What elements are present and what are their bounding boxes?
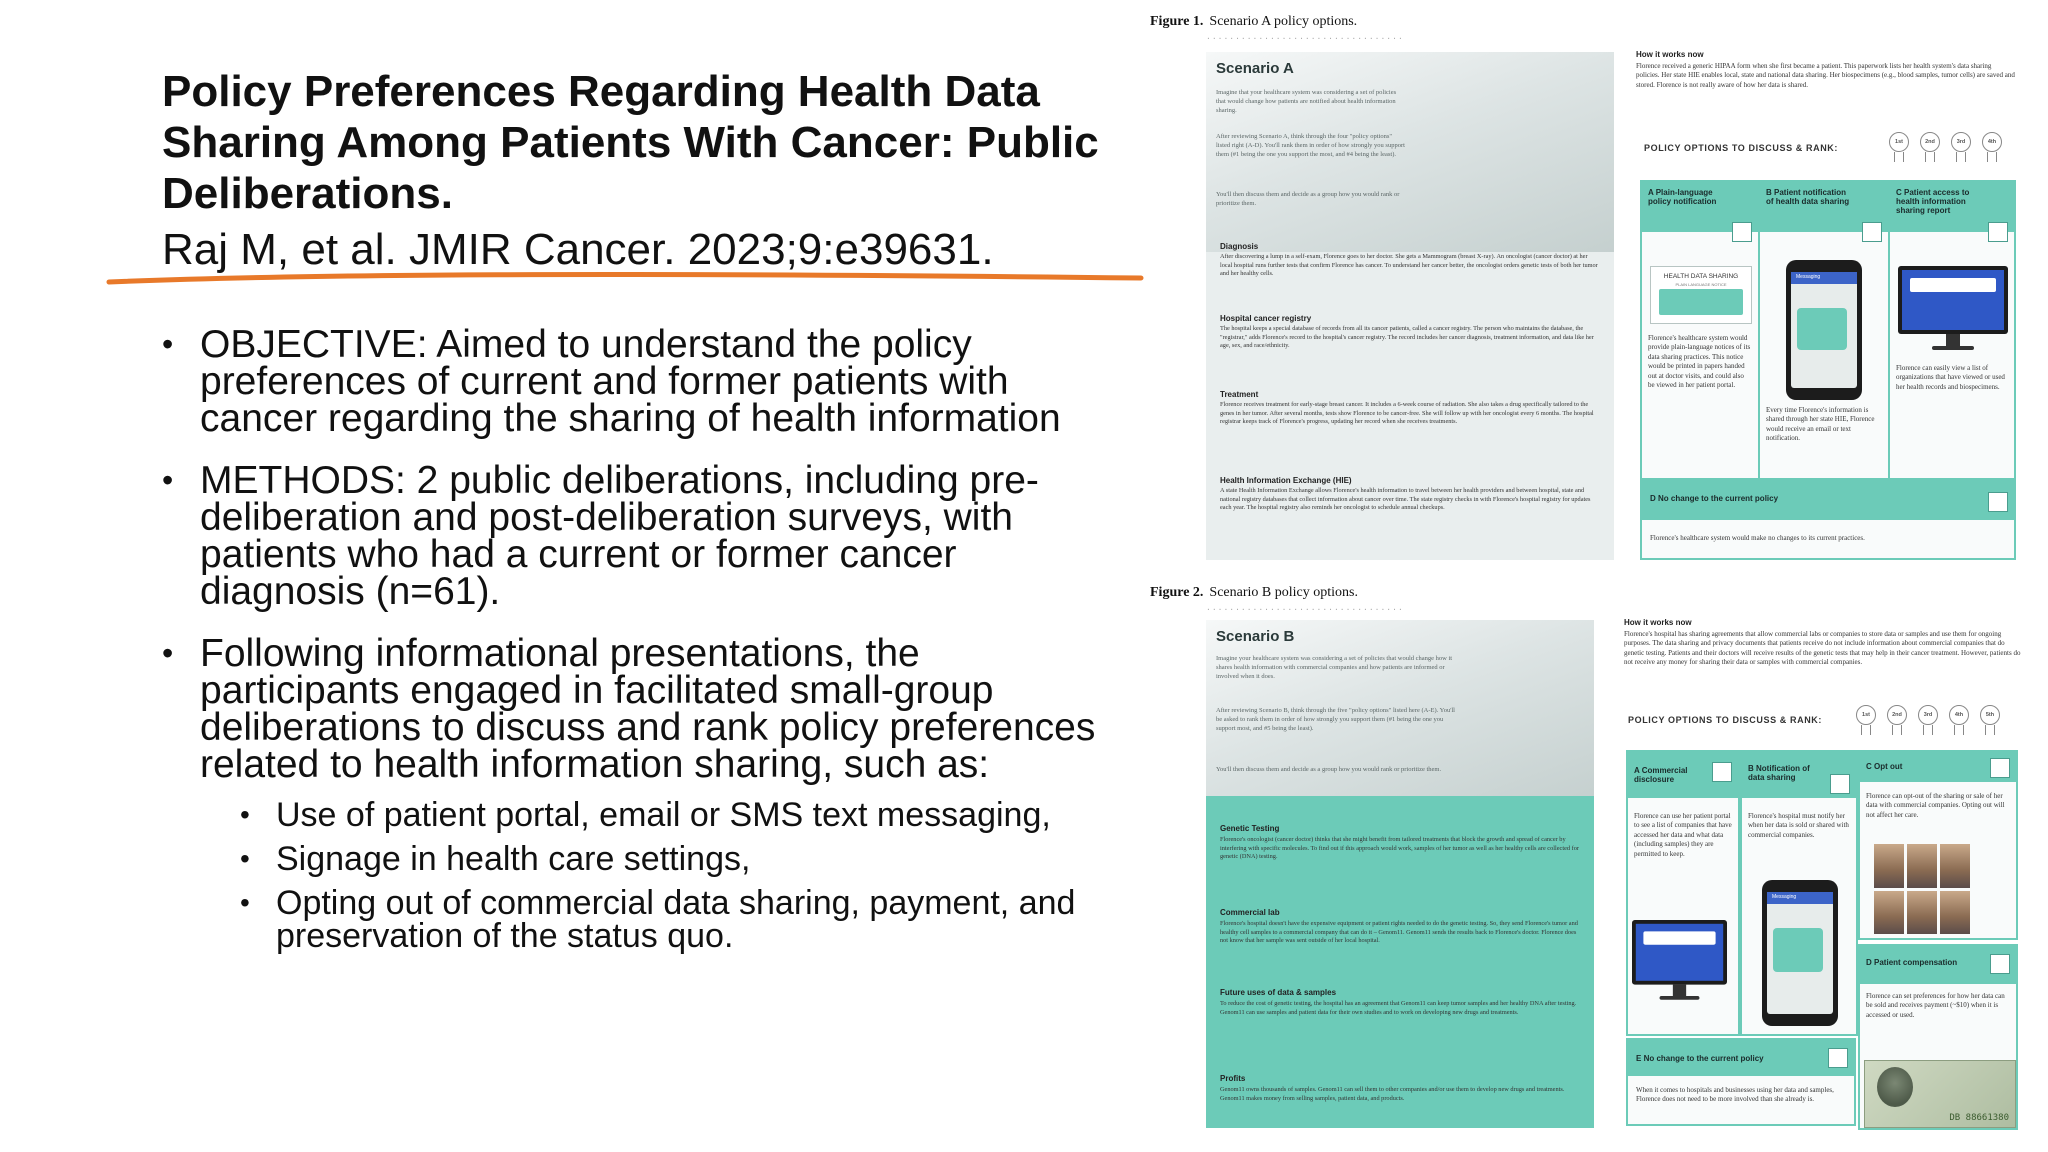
monitor-illustration-b [1632,920,1737,1006]
section-head-treatment: Treatment [1220,390,1259,399]
bullet-deliberations-text: Following informational presentations, the participants engaged in facilitated small-group deliberations to discuss and rank policy preferences related to health information sharing, such as: [200,632,1096,786]
money-serial: DB 88661380 [1949,1113,2009,1123]
option-d-body: Florence's healthcare system would make no changes to its current practices. [1650,534,1865,542]
option-card-b-b [1740,750,1858,1036]
bullet-list [158,323,1118,978]
rank-badge-b3: 3rd [1918,705,1938,725]
section-body-commercial-lab: Florence's hospital doesn't have the expensive equipment or patient rights needed to do the genetic testing. So, they send Florence's tumor and healthy cell samples to a commercial company that can do it – Genom11. Genom11 sends the results back to Florence's doctor. Florence does not know that her sample was sent outside of her local hospital. [1220,920,1578,945]
scenario-b-intro-3: You'll then discuss them and decide as a group how you would rank or prioritize them. [1216,766,1442,773]
rank-badge-3: 3rd [1951,132,1971,152]
plain-language-notice [1650,266,1752,324]
accent-underline [105,268,1145,292]
monitor-illustration [1898,266,2008,356]
option-b-e-title: E No change to the current policy [1636,1054,1764,1063]
option-b-a-body: Florence can use her patient portal to see a list of companies that have accessed her data and what data (including samples) they are permitted to keep. [1634,812,1732,858]
section-body-diagnosis: After discovering a lump in a self-exam, Florence goes to her doctor. She gets a Mammogram (breast X-ray). An oncologist (cancer doctor) at her local hospital runs further tests that confirm Florence has cancer. To understand her cancer better, the oncologist orders genetic tests of both her tumor and her healthy cells. [1220,253,1598,278]
option-card-a [1640,180,1760,480]
option-card-c [1888,180,2016,480]
figure2-dots: ·································· [1206,605,1404,614]
phone-illustration [1786,260,1862,400]
option-a-rank-box[interactable] [1732,222,1752,242]
sub-bullet-portal: • Use of patient portal, email or SMS text messaging, [200,799,1118,832]
section-body-profits: Genom11 owns thousands of samples. Genom11 can sell them to other companies and/or use them to develop new drugs and treatments. Genom11 makes money from selling samples, patient data, and products. [1220,1086,1565,1102]
figure1-label: Figure 1. [1150,14,1204,29]
option-b-d-rank-box[interactable] [1990,954,2010,974]
option-b-rank-box[interactable] [1862,222,1882,242]
scenario-b-panel [1206,620,1594,1128]
figure2-how-head: How it works now [1624,618,1692,627]
scenario-a-intro-2: After reviewing Scenario A, think through the four "policy options" listed right (A-D). You'll rank them in order of how strongly you support them (#1 being the one you support the most, and #4 being the least). [1216,133,1405,158]
figure2-how-body: Florence's hospital has sharing agreements that allow commercial labs or companies to store data or samples and use them for ongoing purposes. The data sharing and privacy documents that patients receive do not include information about commercial companies that do genetic testing. Patients and their doctors will receive results of the genetic tests that may help in their cancer treatment. However, patients do not receive any money for sharing their data or samples with commercial companies. [1624,630,2021,667]
option-card-b-a [1626,750,1740,1036]
section-body-hie: A state Health Information Exchange allows Florence's health information to travel between her health providers and between hospital, state and national registry databases that collect information about cancer over time. The state registry checks in with Florence's hospital registry for updates each year. The hospital registry also reminds her oncologist to schedule annual checkups. [1220,487,1591,512]
scenario-a-intro-3: You'll then discuss them and decide as a group how you would rank or prioritize them. [1216,191,1400,207]
option-b-b-rank-box[interactable] [1830,774,1850,794]
rank-badge-b1: 1st [1856,705,1876,725]
notice-subtitle: PLAIN LANGUAGE NOTICE [1675,282,1727,287]
section-head-commercial-lab: Commercial lab [1220,908,1280,917]
figure1-caption-text: Scenario A policy options. [1209,14,1358,29]
scenario-b-intro-2: After reviewing Scenario B, think through the five "policy options" listed here (A-E). You'll be asked to rank them in order of how strongly you support them (#1 being the one you support most, and #5 being the least). [1216,707,1455,732]
rank-badge-b5: 5th [1980,705,2000,725]
section-head-diagnosis: Diagnosis [1220,242,1259,251]
section-head-registry: Hospital cancer registry [1220,314,1312,323]
phone-illustration-b [1762,880,1838,1026]
section-head-future-uses: Future uses of data & samples [1220,988,1337,997]
citation: Raj M, et al. JMIR Cancer. 2023;9:e39631. [162,225,994,274]
rank-badge-b4: 4th [1949,705,1969,725]
option-b-c-title: C Opt out [1866,762,1903,771]
section-body-treatment: Florence receives treatment for early-stage breast cancer. It includes a 6-week course of radiation. She also takes a drug specifically tailored to the genes in her tumor. After several months, tests show Florence to be cancer-free. She will follow up with her oncologist every 6 months. The hospital registrar keeps track of Florence's progress, updating her record when she receives treatments. [1220,401,1594,426]
option-card-d [1640,480,2016,560]
option-b-b-body: Florence's hospital must notify her when her data is sold or shared with commercial companies. [1748,812,1849,839]
option-b-c-body: Florence can opt-out of the sharing or sale of her data with commercial companies. Opting out will not affect her care. [1866,792,2005,819]
phone-messaging-label: Messaging [1796,274,1821,280]
figure1-how-body: Florence received a generic HIPAA form when she first became a patient. This paperwork lists her health system's data sharing policies. Her state HIE enables local, state and national data sharing. Her biospecimens (e.g., blood samples, tumor cells) are saved and stored. Florence is not really aware of how her data is shared. [1636,62,2015,89]
slide-title: Policy Preferences Regarding Health Data Sharing Among Patients With Cancer: Public Deliberations. [162,67,1099,218]
option-b-c-rank-box[interactable] [1990,758,2010,778]
section-head-genetic: Genetic Testing [1220,824,1280,833]
option-c-rank-box[interactable] [1988,222,2008,242]
faces-grid-illustration [1874,844,1970,934]
option-b-d-body: Florence can set preferences for how her data can be sold and receives payment (~$10) when it is accessed or used. [1866,992,2005,1019]
option-b-a-rank-box[interactable] [1712,762,1732,782]
phone-b-messaging-label: Messaging [1772,894,1797,900]
figure2-label: Figure 2. [1150,585,1204,600]
option-card-b-c [1858,750,2018,940]
scenario-a-panel [1206,52,1614,560]
option-card-b [1758,180,1890,480]
option-a-title: A Plain-language policy notification [1648,188,1717,206]
figure1-dots: ·································· [1206,34,1404,43]
rank-ribbon-3 [1956,152,1966,162]
option-card-b-e [1626,1038,1856,1126]
section-head-hie: Health Information Exchange (HIE) [1220,476,1352,485]
notice-title: HEALTH DATA SHARING [1663,273,1739,280]
rank-badge-b2: 2nd [1887,705,1907,725]
figure2-policy-label: POLICY OPTIONS TO DISCUSS & RANK: [1628,715,1822,725]
option-b-d-title: D Patient compensation [1866,958,1958,967]
option-b-body: Every time Florence's information is shared through her state HIE, Florence would receive an email or text notification. [1766,406,1875,443]
figure1-caption [1150,14,1357,30]
option-a-body: Florence's healthcare system would provide plain-language notices of its data sharing practices. This notice would be printed in papers handed out at doctor visits, and could also be viewed in her patient portal. [1648,334,1751,390]
scenario-a-title: Scenario A [1216,60,1294,77]
sub-bullet-list [200,796,1118,955]
option-d-title: D No change to the current policy [1650,494,1779,503]
figure1-how-head: How it works now [1636,50,1704,59]
bullet-deliberations [158,632,1118,955]
figure1-policy-label: POLICY OPTIONS TO DISCUSS & RANK: [1644,143,1838,153]
figure2-caption-text: Scenario B policy options. [1209,585,1358,600]
rank-ribbon-4 [1987,152,1997,162]
option-d-rank-box[interactable] [1988,492,2008,512]
bullet-methods: • METHODS: 2 public deliberations, including pre-deliberation and post-deliberation surveys, with patients who had a current or former cancer diagnosis (n=61). [158,462,1118,610]
scenario-a-intro: Imagine that your healthcare system was considering a set of policies that would change how patients are notified about health information sharing. [1216,89,1397,114]
option-c-title: C Patient access to health information sharing report [1896,188,1970,215]
rank-ribbon-1 [1894,152,1904,162]
rank-ribbon-2 [1925,152,1935,162]
scenario-b-intro: Imagine your healthcare system was considering a set of policies that would change how it shares health information with commercial companies and how patients are informed or involved when it does. [1216,655,1453,680]
option-c-body: Florence can easily view a list of organizations that have viewed or used her health records and biospecimens. [1896,364,2005,391]
scenario-b-title: Scenario B [1216,628,1295,645]
rank-badge-4: 4th [1982,132,2002,152]
section-head-profits: Profits [1220,1074,1246,1083]
sub-bullet-opt-out: • Opting out of commercial data sharing, payment, and preservation of the status quo. [200,887,1118,953]
rank-badge-2: 2nd [1920,132,1940,152]
section-body-future-uses: To reduce the cost of genetic testing, the hospital has an agreement that Genom11 can keep tumor samples and her healthy DNA after testing. Genom11 can use samples and patient data for their own studies and to work on developing new drugs and treatments. [1220,1000,1577,1016]
option-b-e-rank-box[interactable] [1828,1048,1848,1068]
rank-badge-1: 1st [1889,132,1909,152]
option-b-e-body: When it comes to hospitals and businesses using her data and samples, Florence does not need to be more involved than she already is. [1636,1086,1834,1104]
figure2-caption [1150,585,1358,601]
money-illustration [1864,1060,2016,1128]
bullet-objective: • OBJECTIVE: Aimed to understand the policy preferences of current and former patients with cancer regarding the sharing of health information [158,326,1118,437]
option-b-b-title: B Notification of data sharing [1748,764,1810,782]
option-b-a-title: A Commercial disclosure [1634,766,1688,784]
section-body-genetic: Florence's oncologist (cancer doctor) thinks that she might benefit from tailored treatments that block the growth and spread of cancer by interfering with specific molecules. To find out if this approach would work, samples of her tumor as well as her healthy cells are collected for genetic (DNA) testing. [1220,836,1579,861]
option-card-b-d [1858,944,2018,1130]
sub-bullet-signage: • Signage in health care settings, [200,843,1118,876]
section-body-registry: The hospital keeps a special database of records from all its cancer patients, called a cancer registry. The person who maintains the database, the "registrar," adds Florence's record to the hospital's cancer registry. The record includes her cancer diagnosis, treatment information, and data like her age, sex, and race/ethnicity. [1220,325,1594,350]
option-b-title: B Patient notification of health data sharing [1766,188,1850,206]
